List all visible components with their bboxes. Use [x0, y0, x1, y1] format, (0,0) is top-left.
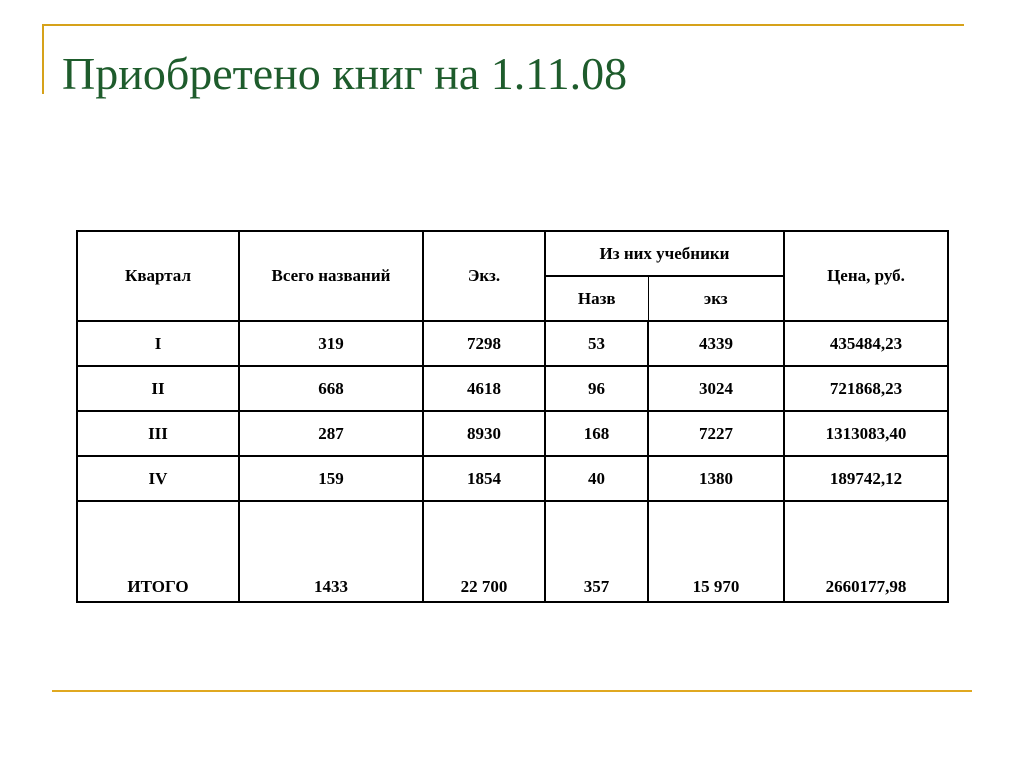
- cell-textbooks-copies: 1380: [648, 456, 784, 501]
- cell-textbooks-titles: 53: [545, 321, 648, 366]
- header-quarter: Квартал: [77, 231, 239, 321]
- bottom-accent-line: [52, 690, 972, 692]
- total-price: 2660177,98: [784, 501, 948, 602]
- top-accent-line: [42, 24, 964, 26]
- cell-price: 435484,23: [784, 321, 948, 366]
- cell-quarter: I: [77, 321, 239, 366]
- cell-quarter: III: [77, 411, 239, 456]
- cell-textbooks-titles: 168: [545, 411, 648, 456]
- cell-total-titles: 319: [239, 321, 423, 366]
- table-row: [77, 366, 948, 411]
- header-textbooks-titles: Назв: [545, 276, 648, 321]
- page-title: Приобретено книг на 1.11.08: [62, 48, 628, 99]
- books-table: [76, 230, 949, 603]
- total-titles: 1433: [239, 501, 423, 602]
- total-label: ИТОГО: [77, 501, 239, 602]
- table-row: [77, 456, 948, 501]
- table-row: [77, 411, 948, 456]
- cell-textbooks-copies: 7227: [648, 411, 784, 456]
- total-textbooks-titles: 357: [545, 501, 648, 602]
- cell-total-titles: 159: [239, 456, 423, 501]
- cell-copies: 8930: [423, 411, 545, 456]
- header-copies: Экз.: [423, 231, 545, 321]
- cell-copies: 4618: [423, 366, 545, 411]
- cell-quarter: IV: [77, 456, 239, 501]
- table-row: [77, 321, 948, 366]
- header-textbooks-group: Из них учебники: [545, 231, 784, 276]
- cell-price: 189742,12: [784, 456, 948, 501]
- cell-textbooks-copies: 4339: [648, 321, 784, 366]
- cell-copies: 7298: [423, 321, 545, 366]
- header-textbooks-copies: экз: [648, 276, 784, 321]
- cell-textbooks-copies: 3024: [648, 366, 784, 411]
- cell-textbooks-titles: 96: [545, 366, 648, 411]
- cell-copies: 1854: [423, 456, 545, 501]
- cell-price: 1313083,40: [784, 411, 948, 456]
- header-price: Цена, руб.: [784, 231, 948, 321]
- total-textbooks-copies: 15 970: [648, 501, 784, 602]
- cell-total-titles: 287: [239, 411, 423, 456]
- table-total-row: [77, 501, 948, 602]
- cell-quarter: II: [77, 366, 239, 411]
- header-total-titles: Всего названий: [239, 231, 423, 321]
- total-copies: 22 700: [423, 501, 545, 602]
- cell-total-titles: 668: [239, 366, 423, 411]
- left-accent-line: [42, 24, 44, 94]
- cell-textbooks-titles: 40: [545, 456, 648, 501]
- table-header-row: [77, 231, 948, 276]
- cell-price: 721868,23: [784, 366, 948, 411]
